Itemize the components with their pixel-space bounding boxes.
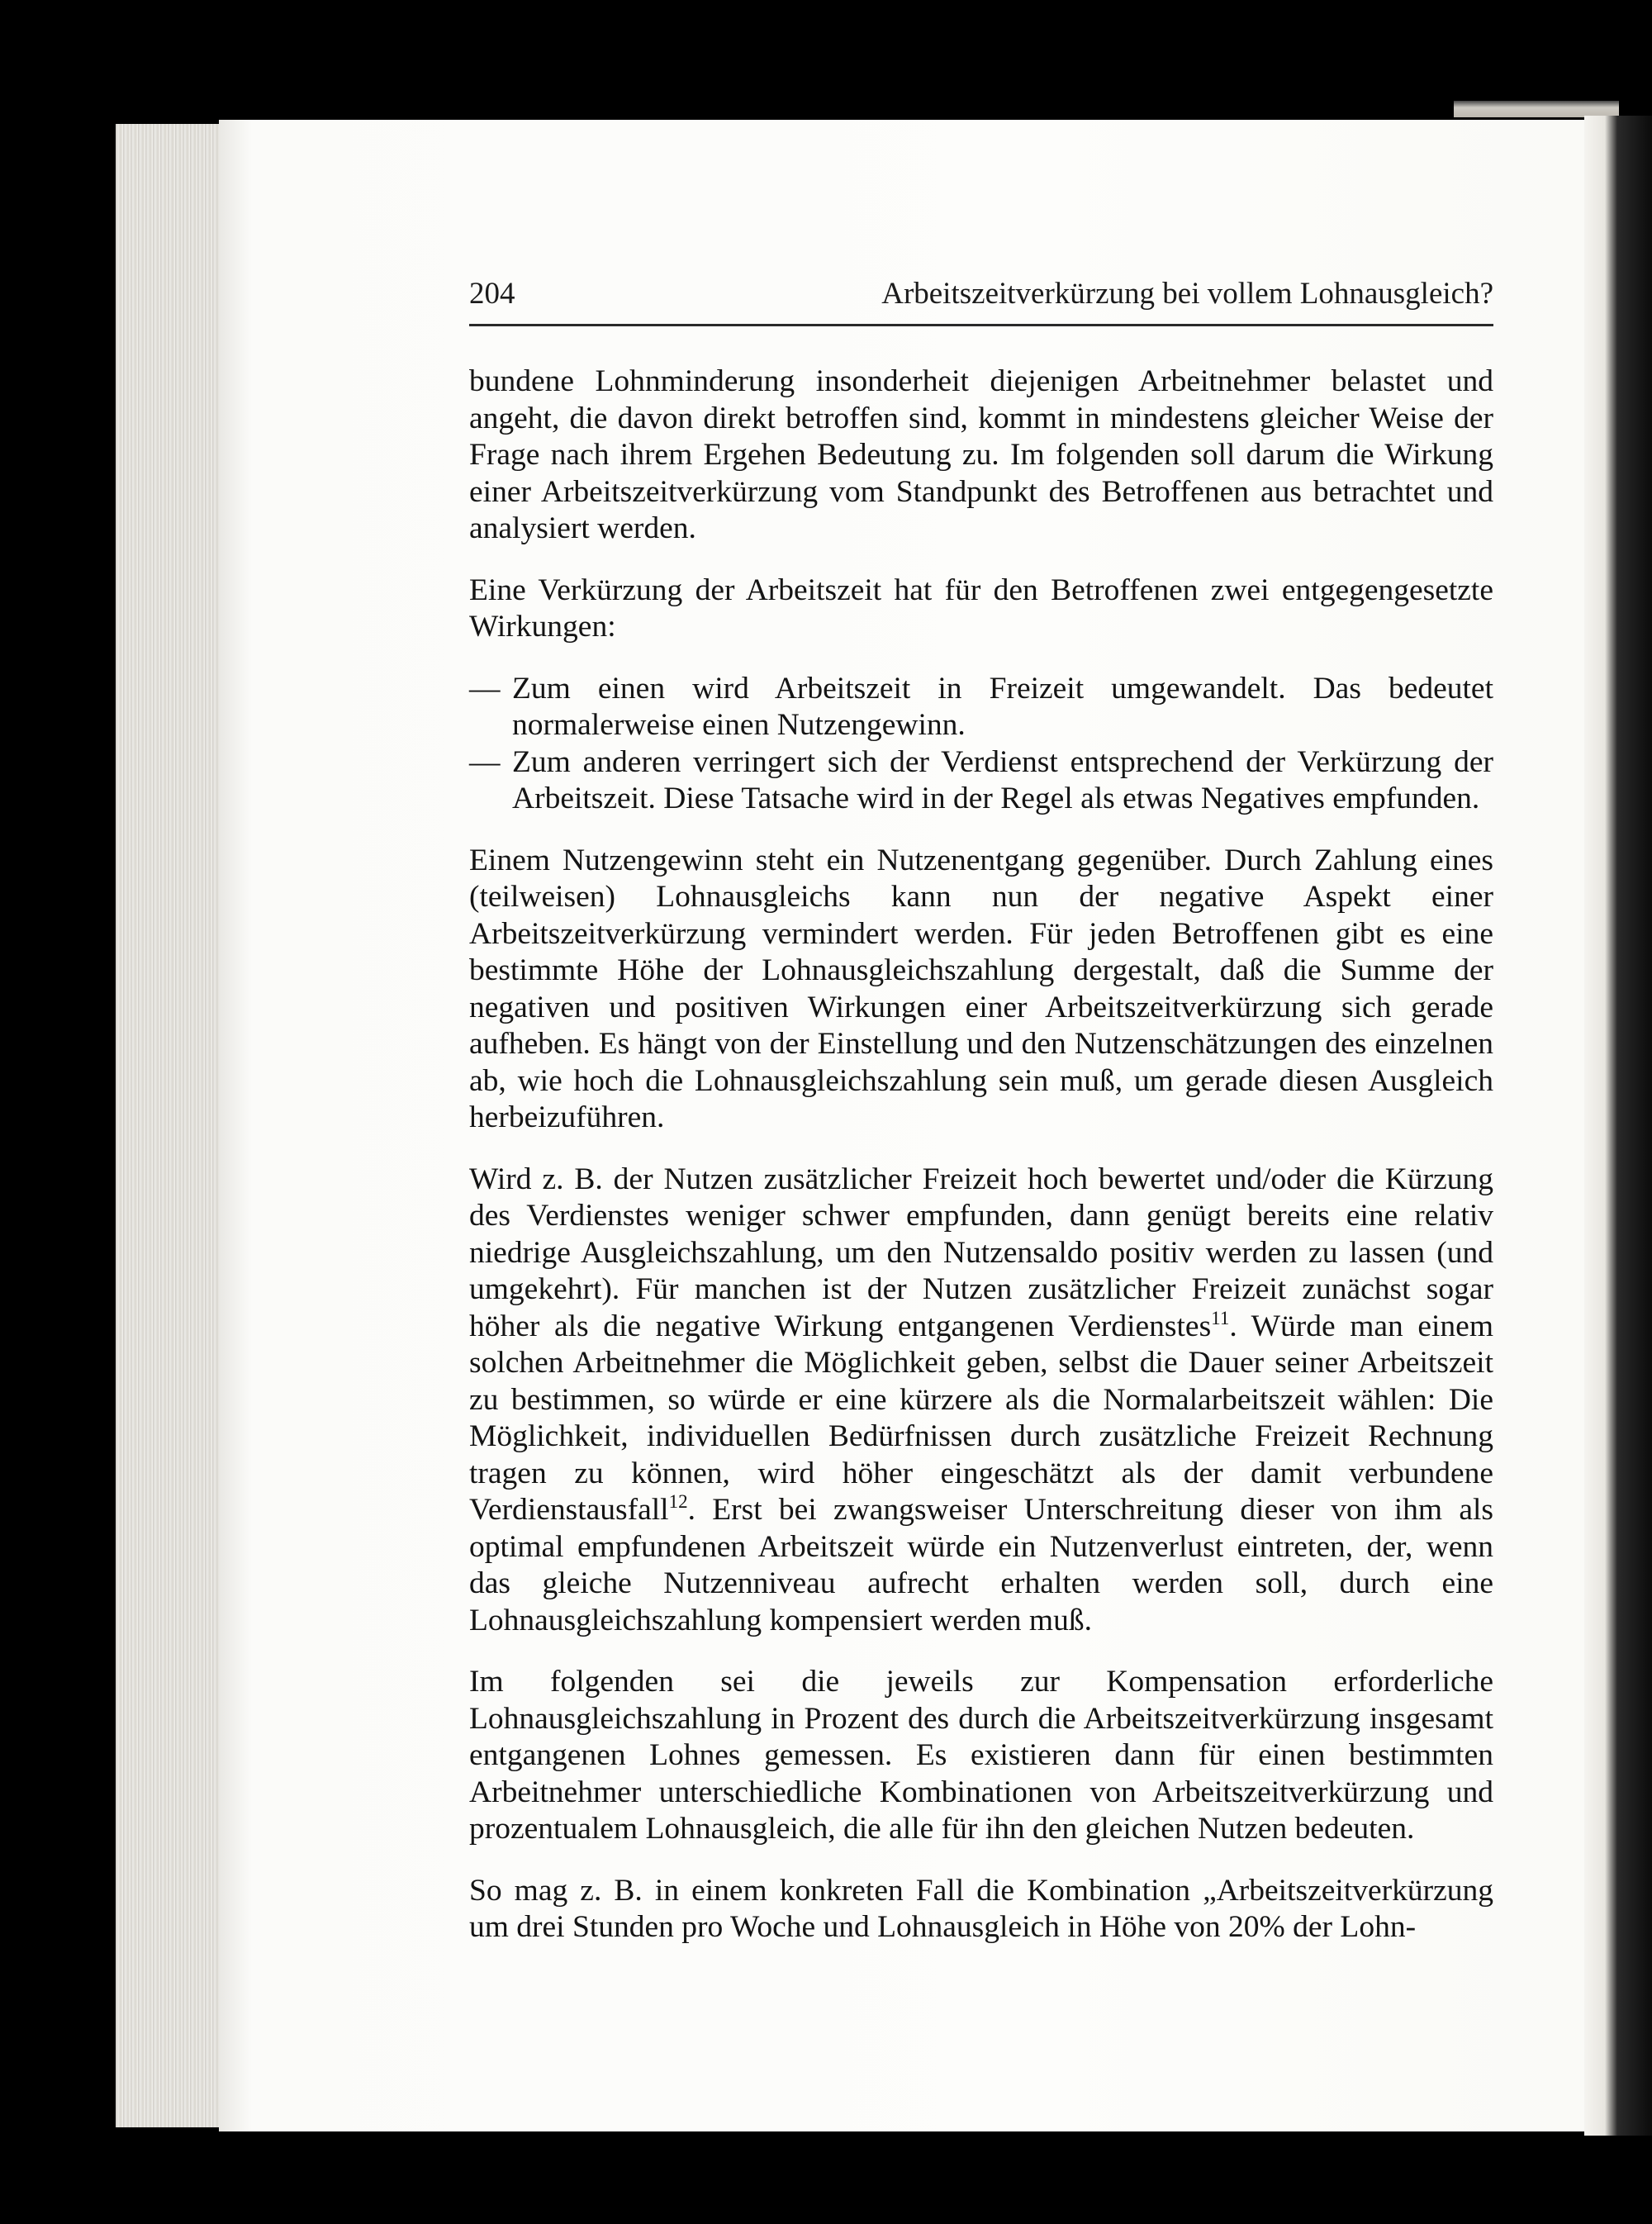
book-top-edge [1454, 101, 1619, 117]
running-header [469, 273, 1493, 326]
list-item [469, 671, 1493, 744]
page-number: 204 [469, 277, 515, 311]
list-item [469, 744, 1493, 818]
dash-bullet: — [469, 744, 501, 779]
dash-bullet: — [469, 671, 501, 706]
running-title: Arbeitszeitverkürzung bei vollem Lohnausgleich? [881, 277, 1493, 311]
list-item-text: Zum anderen verringert sich der Verdienst entsprechend der Verkürzung der Arbeitszeit. Diese Tatsache wird in der Regel als etwas Negatives empfunden. [512, 744, 1493, 815]
paragraph-5: Im folgenden sei die jeweils zur Kompensation erforderliche Lohnausgleichszahlung in Prozent des durch die Arbeitszeitverkürzung insgesamt entgangenen Lohnes gemessen. Es existieren dann für einen bestimmten Arbeitnehmer unterschiedliche Kombinationen von Arbeitszeitverkürzung und prozentualem Lohnausgleich, die alle für ihn den gleichen Nutzen bedeuten. [469, 1665, 1493, 1846]
paragraph-4-part-c: . Erst bei zwangsweiser Unterschreitung dieser von ihm als optimal empfundenen Arbeitszeit würde ein Nutzenverlust eintreten, der, wenn das gleiche Nutzenniveau aufrecht erhalten werden soll, durch eine Lohnausgleichszahlung kompensiert werden muß. [469, 1493, 1493, 1637]
book-gutter [1584, 116, 1652, 2136]
footnote-ref-12: 12 [668, 1491, 688, 1512]
paragraph-4-part-b: . Würde man einem solchen Arbeitnehmer die Möglichkeit geben, selbst die Dauer seiner Arbeitszeit zu bestimmen, so würde er eine kürzere als die Normalarbeitszeit wählen: Die Möglichkeit, individuellen Bedürfnissen durch zusätzliche Freizeit Rechnung tragen zu können, wird höher eingeschätzt als der damit verbundene Verdienstausfall [469, 1309, 1493, 1527]
list-item-text: Zum einen wird Arbeitszeit in Freizeit umgewandelt. Das bedeutet normalerweise einen Nutzengewinn. [512, 671, 1493, 742]
paragraph-4-part-a: Wird z. B. der Nutzen zusätzlicher Freizeit hoch bewertet und/oder die Kürzung des Verdienstes weniger schwer empfunden, dann genügt bereits eine relativ niedrige Ausgleichszahlung, um den Nutzensaldo positiv werden zu lassen (und umgekehrt). Für manchen ist der Nutzen zusätzlicher Freizeit zunächst sogar höher als die negative Wirkung entgangenen Verdienstes [469, 1162, 1493, 1343]
page-stack-edge [116, 124, 223, 2127]
paragraph-2: Eine Verkürzung der Arbeitszeit hat für den Betroffenen zwei entgegengesetzte Wirkungen: [469, 573, 1493, 644]
paragraph-1: bundene Lohnminderung insonderheit diejenigen Arbeitnehmer belastet und angeht, die davon direkt betroffen sind, kommt in mindestens gleicher Weise der Frage nach ihrem Ergehen Bedeutung zu. Im folgenden soll darum die Wirkung einer Arbeitszeitverkürzung vom Standpunkt des Betroffenen aus betrachtet und analysiert werden. [469, 364, 1493, 545]
effects-list [469, 671, 1493, 818]
paragraph-6: So mag z. B. in einem konkreten Fall die Kombination „Arbeitszeitverkürzung um drei Stunden pro Woche und Lohnausgleich in Höhe von 20% der Lohn- [469, 1873, 1493, 1944]
footnote-ref-11: 11 [1211, 1307, 1230, 1328]
body-text [469, 364, 1493, 1971]
paragraph-4 [469, 1162, 1493, 1640]
paragraph-3: Einem Nutzengewinn steht ein Nutzenentgang gegenüber. Durch Zahlung eines (teilweisen) Lohnausgleichs kann nun der negative Aspekt einer Arbeitszeitverkürzung vermindert werden. Für jeden Betroffenen gibt es eine bestimmte Höhe der Lohnausgleichszahlung dergestalt, daß die Summe der negativen und positiven Wirkungen einer Arbeitszeitverkürzung sich gerade aufheben. Es hängt von der Einstellung und den Nutzenschätzungen des einzelnen ab, wie hoch die Lohnausgleichszahlung sein muß, um gerade diesen Ausgleich herbeizuführen. [469, 843, 1493, 1134]
